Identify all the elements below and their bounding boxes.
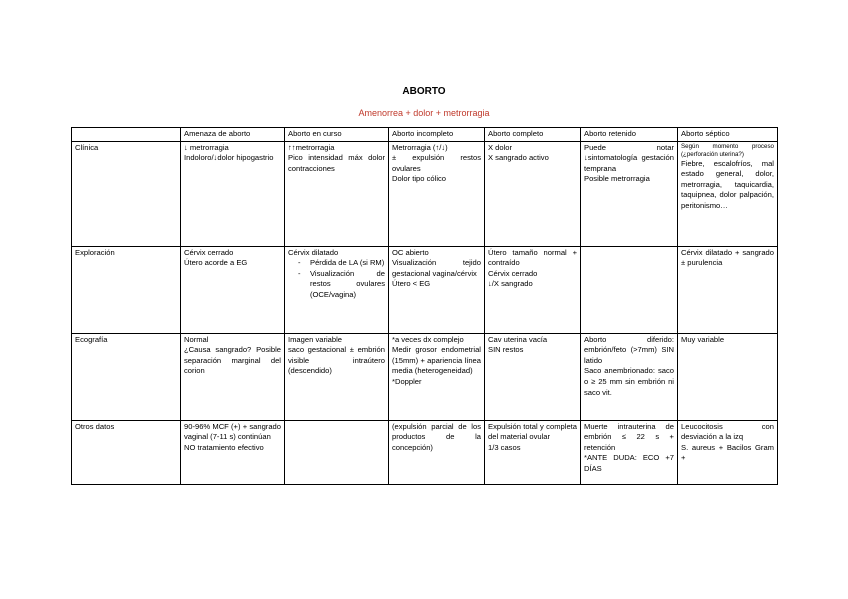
- header-cell-en-curso: Aborto en curso: [285, 128, 389, 142]
- cell-line: Leucocitosis con desviación a la izq: [681, 421, 774, 442]
- table-cell: [485, 141, 581, 246]
- cell-line: Saco anembrionado: saco o ≥ 25 mm sin embrión ni saco vit.: [584, 366, 674, 397]
- table-cell: [389, 420, 485, 484]
- aborto-table: [71, 127, 778, 485]
- cell-line: Dolor tipo cólico: [392, 174, 447, 184]
- cell-line: Cérvix dilatado + sangrado ± purulencia: [681, 247, 774, 268]
- cell-line: Útero tamaño normal + contraído: [488, 247, 577, 268]
- cell-line: *ANTE DUDA: ECO +7 DÍAS: [584, 453, 674, 473]
- cell-line: Expulsión total y completa del material ovular: [488, 421, 577, 442]
- table-cell: [285, 141, 389, 246]
- cell-line: saco gestacional ± embrión visible intraútero (descendido): [288, 345, 385, 376]
- table-row: [72, 333, 778, 420]
- cell-line: Posible metrorragia: [584, 174, 650, 184]
- cell-line: X sangrado activo: [488, 153, 549, 163]
- cell-line: Indoloro/↓dolor hipogastrio: [184, 153, 274, 163]
- table-cell: [181, 420, 285, 484]
- cell-line: Cérvix cerrado: [184, 247, 234, 257]
- cell-line: Muy variable: [681, 334, 725, 344]
- page-subtitle: Amenorrea + dolor + metrorragia: [358, 108, 490, 118]
- cell-line: Puede notar ↓sintomatología gestación temprana: [584, 142, 674, 173]
- list-item: - Visualización de restos ovulares (OCE/vagina): [310, 269, 385, 301]
- cell-line: Aborto diferido: embrión/feto (>7mm) SIN latido: [584, 334, 674, 365]
- table-cell: [285, 333, 389, 420]
- header-cell-retenido: Aborto retenido: [581, 128, 678, 142]
- table-row: [72, 246, 778, 333]
- header-cell-empty: [72, 128, 181, 142]
- cell-line: X dolor: [488, 142, 513, 152]
- cell-line: Medir grosor endometrial (15mm) + apariencia línea media (heterogeneidad): [392, 345, 481, 376]
- table-cell: [285, 246, 389, 333]
- table-row: [72, 141, 778, 246]
- table-cell: [485, 333, 581, 420]
- cell-line: ↓ metrorragia: [184, 142, 229, 152]
- cell-line: ¿Causa sangrado? Posible separación marginal del corion: [184, 345, 281, 376]
- header-cell-completo: Aborto completo: [485, 128, 581, 142]
- table-cell: [485, 246, 581, 333]
- cell-line: 1/3 casos: [488, 442, 521, 452]
- cell-line: Muerte intrauterina de embrión ≤ 22 s + retención: [584, 421, 674, 452]
- cell-line: ↓/X sangrado: [488, 279, 533, 289]
- table-cell: [389, 333, 485, 420]
- table-cell: [389, 141, 485, 246]
- table-cell-empty: [285, 420, 389, 484]
- cell-line: *a veces dx complejo: [392, 334, 464, 344]
- page-title: ABORTO: [402, 86, 446, 97]
- cell-line: Útero acorde a EG: [184, 258, 248, 268]
- cell-line: Cérvix cerrado: [488, 268, 538, 278]
- table-cell-empty: [581, 246, 678, 333]
- table-cell: [678, 333, 778, 420]
- cell-line: ± expulsión restos ovulares: [392, 153, 481, 173]
- cell-line: ↑↑metrorragia: [288, 142, 335, 152]
- cell-line: SIN restos: [488, 345, 524, 355]
- table-cell: [389, 246, 485, 333]
- cell-line: Cav uterina vacía: [488, 334, 548, 344]
- table-cell: [581, 420, 678, 484]
- cell-line: Visualización tejido gestacional vagina/cérvix: [392, 258, 481, 278]
- header-row: [72, 128, 778, 142]
- cell-line: Imagen variable: [288, 334, 343, 344]
- cell-line: S. aureus + Bacilos Gram +: [681, 442, 774, 463]
- header-cell-septico: Aborto séptico: [678, 128, 778, 142]
- table-cell: [581, 141, 678, 246]
- dash-list: [288, 258, 385, 300]
- cell-line: (expulsión parcial de los productos de la concepción): [392, 421, 481, 452]
- table-cell: [678, 141, 778, 246]
- list-item: - Pérdida de LA (si RM): [310, 258, 385, 269]
- cell-line: Metrorragia (↑/↓): [392, 142, 448, 152]
- table-cell: [181, 333, 285, 420]
- cell-line: *Doppler: [392, 376, 422, 386]
- table-row: [72, 420, 778, 484]
- cell-line: Pico intensidad máx dolor contracciones: [288, 153, 385, 173]
- row-label: Exploración: [72, 246, 181, 333]
- row-label: Clínica: [72, 141, 181, 246]
- cell-line: 90-96% MCF (+) + sangrado vaginal (7-11 s) continúan: [184, 421, 281, 442]
- table-cell: [581, 333, 678, 420]
- cell-line: Útero < EG: [392, 279, 431, 289]
- header-cell-incompleto: Aborto incompleto: [389, 128, 485, 142]
- cell-line: Normal: [184, 334, 209, 344]
- table-cell: [181, 246, 285, 333]
- row-label: Ecografía: [72, 333, 181, 420]
- table-cell: [181, 141, 285, 246]
- cell-line: Fiebre, escalofríos, mal estado general, dolor, metrorragia, taquicardia, taquipnea, dolor palpación, peritonismo…: [681, 158, 774, 210]
- cell-line: OC abierto: [392, 247, 429, 257]
- table-cell: [678, 420, 778, 484]
- header-cell-amenaza: Amenaza de aborto: [181, 128, 285, 142]
- cell-line: Cérvix dilatado: [288, 247, 339, 257]
- cell-line: Según momento proceso (¿perforación uterina?): [681, 142, 774, 158]
- row-label: Otros datos: [72, 420, 181, 484]
- table-cell: [485, 420, 581, 484]
- table-cell: [678, 246, 778, 333]
- cell-line: NO tratamiento efectivo: [184, 442, 264, 452]
